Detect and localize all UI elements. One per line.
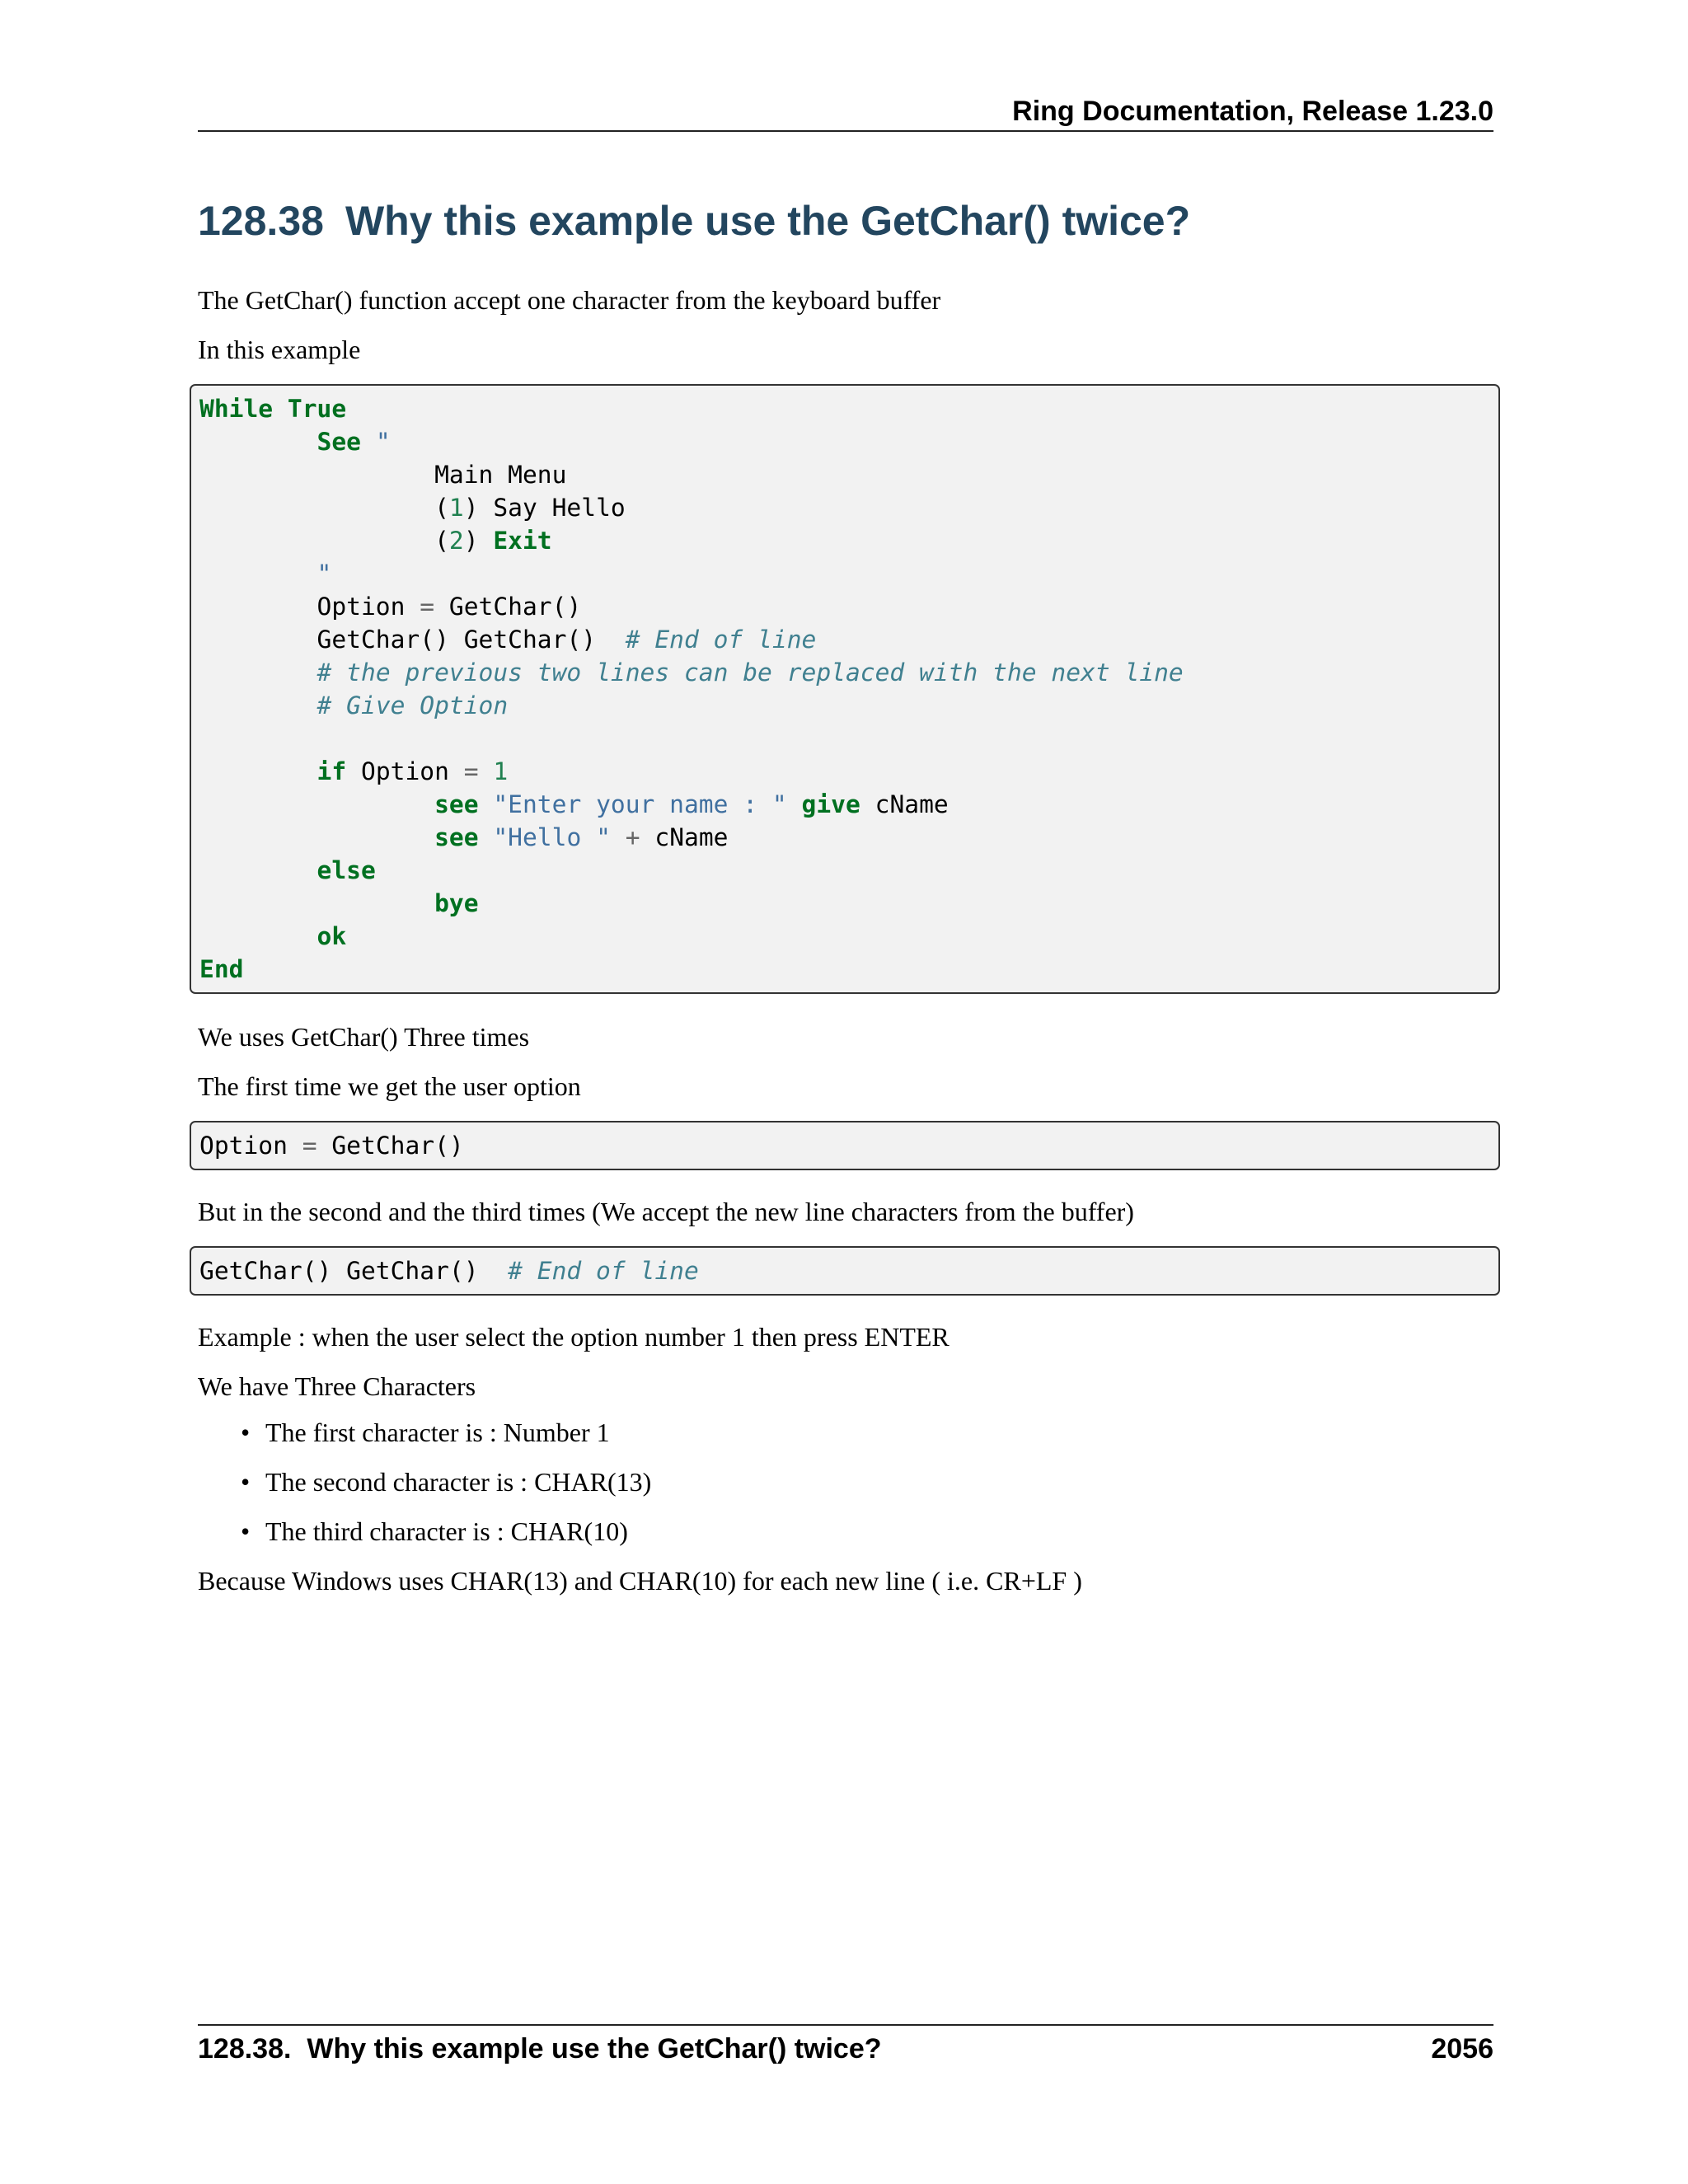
paragraph: Because Windows uses CHAR(13) and CHAR(10) for each new line ( i.e. CR+LF ) xyxy=(198,1566,1082,1596)
running-footer xyxy=(198,2024,1493,2067)
code-line: " xyxy=(316,560,332,588)
code-line: Option = GetChar() xyxy=(199,1132,464,1160)
code-line: if Option = 1 xyxy=(316,757,509,785)
list-item-text: The first character is : Number 1 xyxy=(265,1418,610,1447)
paragraph: In this example xyxy=(198,335,361,364)
code-line: (2) Exit xyxy=(199,527,552,555)
section-title xyxy=(198,196,1190,246)
code-block xyxy=(190,1121,1500,1170)
list-item-text: The third character is : CHAR(10) xyxy=(265,1516,628,1546)
paragraph: The first time we get the user option xyxy=(198,1071,581,1101)
bullet-list xyxy=(198,1416,651,1564)
code-line: (1) Say Hello xyxy=(199,494,626,522)
code-line: see "Enter your name : " give cName xyxy=(434,790,949,818)
footer-section-title: Why this example use the GetChar() twice? xyxy=(307,2033,882,2064)
paragraph: We uses GetChar() Three times xyxy=(198,1022,530,1052)
code-line: While True xyxy=(199,395,347,423)
footer-section xyxy=(198,2031,882,2067)
code-line: see "Hello " + cName xyxy=(434,823,729,851)
bullet-icon: • xyxy=(241,1467,251,1497)
code-line: Option = GetChar() xyxy=(199,593,582,621)
code-line: bye xyxy=(434,889,479,917)
list-item-text: The second character is : CHAR(13) xyxy=(265,1467,652,1497)
list-item xyxy=(198,1416,651,1465)
code-line: Main Menu xyxy=(434,461,567,489)
bullet-icon: • xyxy=(241,1516,251,1546)
code-block xyxy=(190,1246,1500,1296)
paragraph: The GetChar() function accept one character from the keyboard buffer xyxy=(198,285,941,315)
code-line: else xyxy=(316,856,376,884)
code-line: # the previous two lines can be replaced with the next line xyxy=(316,658,1184,687)
code-line: GetChar() GetChar() # End of line xyxy=(199,1257,699,1285)
paragraph: We have Three Characters xyxy=(198,1371,476,1401)
running-header: Ring Documentation, Release 1.23.0 xyxy=(198,92,1493,132)
code-line: GetChar() GetChar() # End of line xyxy=(199,626,817,654)
section-title-text: Why this example use the GetChar() twice? xyxy=(345,198,1191,244)
code-line: ok xyxy=(316,922,347,950)
code-line: End xyxy=(199,955,244,983)
code-line: See " xyxy=(316,428,391,456)
code-line: # Give Option xyxy=(316,691,509,719)
bullet-icon: • xyxy=(241,1418,251,1447)
list-item xyxy=(198,1515,651,1564)
paragraph: Example : when the user select the option number 1 then press ENTER xyxy=(198,1322,950,1352)
paragraph: But in the second and the third times (We accept the new line characters from the buffer) xyxy=(198,1197,1134,1226)
code-line xyxy=(199,724,214,752)
page-number: 2056 xyxy=(1431,2033,1493,2064)
code-block xyxy=(190,384,1500,994)
footer-section-number: 128.38. xyxy=(198,2033,292,2064)
list-item xyxy=(198,1465,651,1515)
section-number: 128.38 xyxy=(198,198,324,244)
